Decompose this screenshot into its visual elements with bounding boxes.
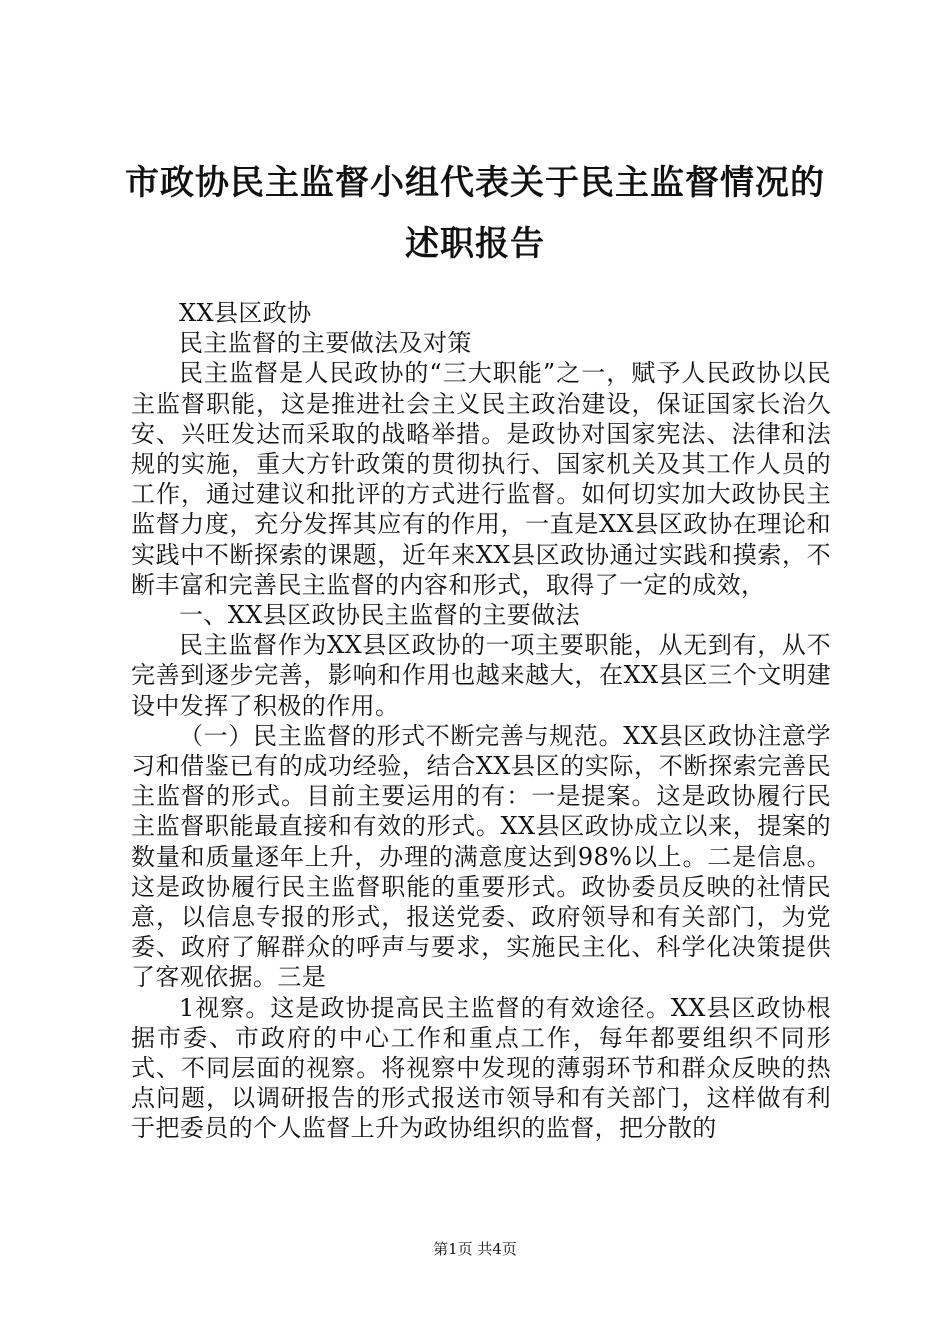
paragraph-intro: 民主监督是人民政协的“三大职能”之一，赋予人民政协以民主监督职能，这是推进社会主义民主政治建设，保证国家长治久安、兴旺发达而采取的战略举措。是政协对国家宪法、法律和法规的实施，重大方针政策的贯彻执行、国家机关及其工作人员的工作，通过建议和批评的方式进行监督。如何切实加大政协民主监督力度，充分发挥其应有的作用，一直是XX县区政协在理论和实践中不断探索的课题，近年来XX县区政协通过实践和摸索，不断丰富和完善民主监督的内容和形式，取得了一定的成效， <box>131 359 831 599</box>
document-title-line-2: 述职报告 <box>405 224 545 264</box>
page-footer: 第1页 共4页 <box>433 1240 517 1258</box>
subtitle-line: 民主监督的主要做法及对策 <box>179 329 472 358</box>
section-heading: 一、XX县区政协民主监督的主要做法 <box>179 601 580 630</box>
paragraph-section-intro: 民主监督作为XX县区政协的一项主要职能，从无到有，从不完善到逐步完善，影响和作用也越来越大，在XX县区三个文明建设中发挥了积极的作用。 <box>131 631 831 720</box>
author-line: XX县区政协 <box>179 299 312 327</box>
document-body <box>131 298 831 1144</box>
paragraph-subsection-1: （一）民主监督的形式不断完善与规范。XX县区政协注意学习和借鉴已有的成功经验，结合XX县区的实际，不断探索完善民主监督的形式。目前主要运用的有：一是提案。这是政协履行民主监督职能最直接和有效的形式。XX县区政协成立以来，提案的数量和质量逐年上升，办理的满意度达到98%以上。二是信息。这是政协履行民主监督职能的重要形式。政协委员反映的社情民意，以信息专报的形式，报送党委、政府领导和有关部门，为党委、政府了解群众的呼声与要求，实施民主化、科学化决策提供了客观依据。三是 <box>131 721 831 992</box>
paragraph-inspection: 1视察。这是政协提高民主监督的有效途径。XX县区政协根据市委、市政府的中心工作和重点工作，每年都要组织不同形式、不同层面的视察。将视察中发现的薄弱环节和群众反映的热点问题，以调研报告的形式报送市领导和有关部门，这样做有利于把委员的个人监督上升为政协组织的监督，把分散的 <box>131 993 831 1143</box>
document-title-line-1: 市政协民主监督小组代表关于民主监督情况的 <box>125 163 825 203</box>
